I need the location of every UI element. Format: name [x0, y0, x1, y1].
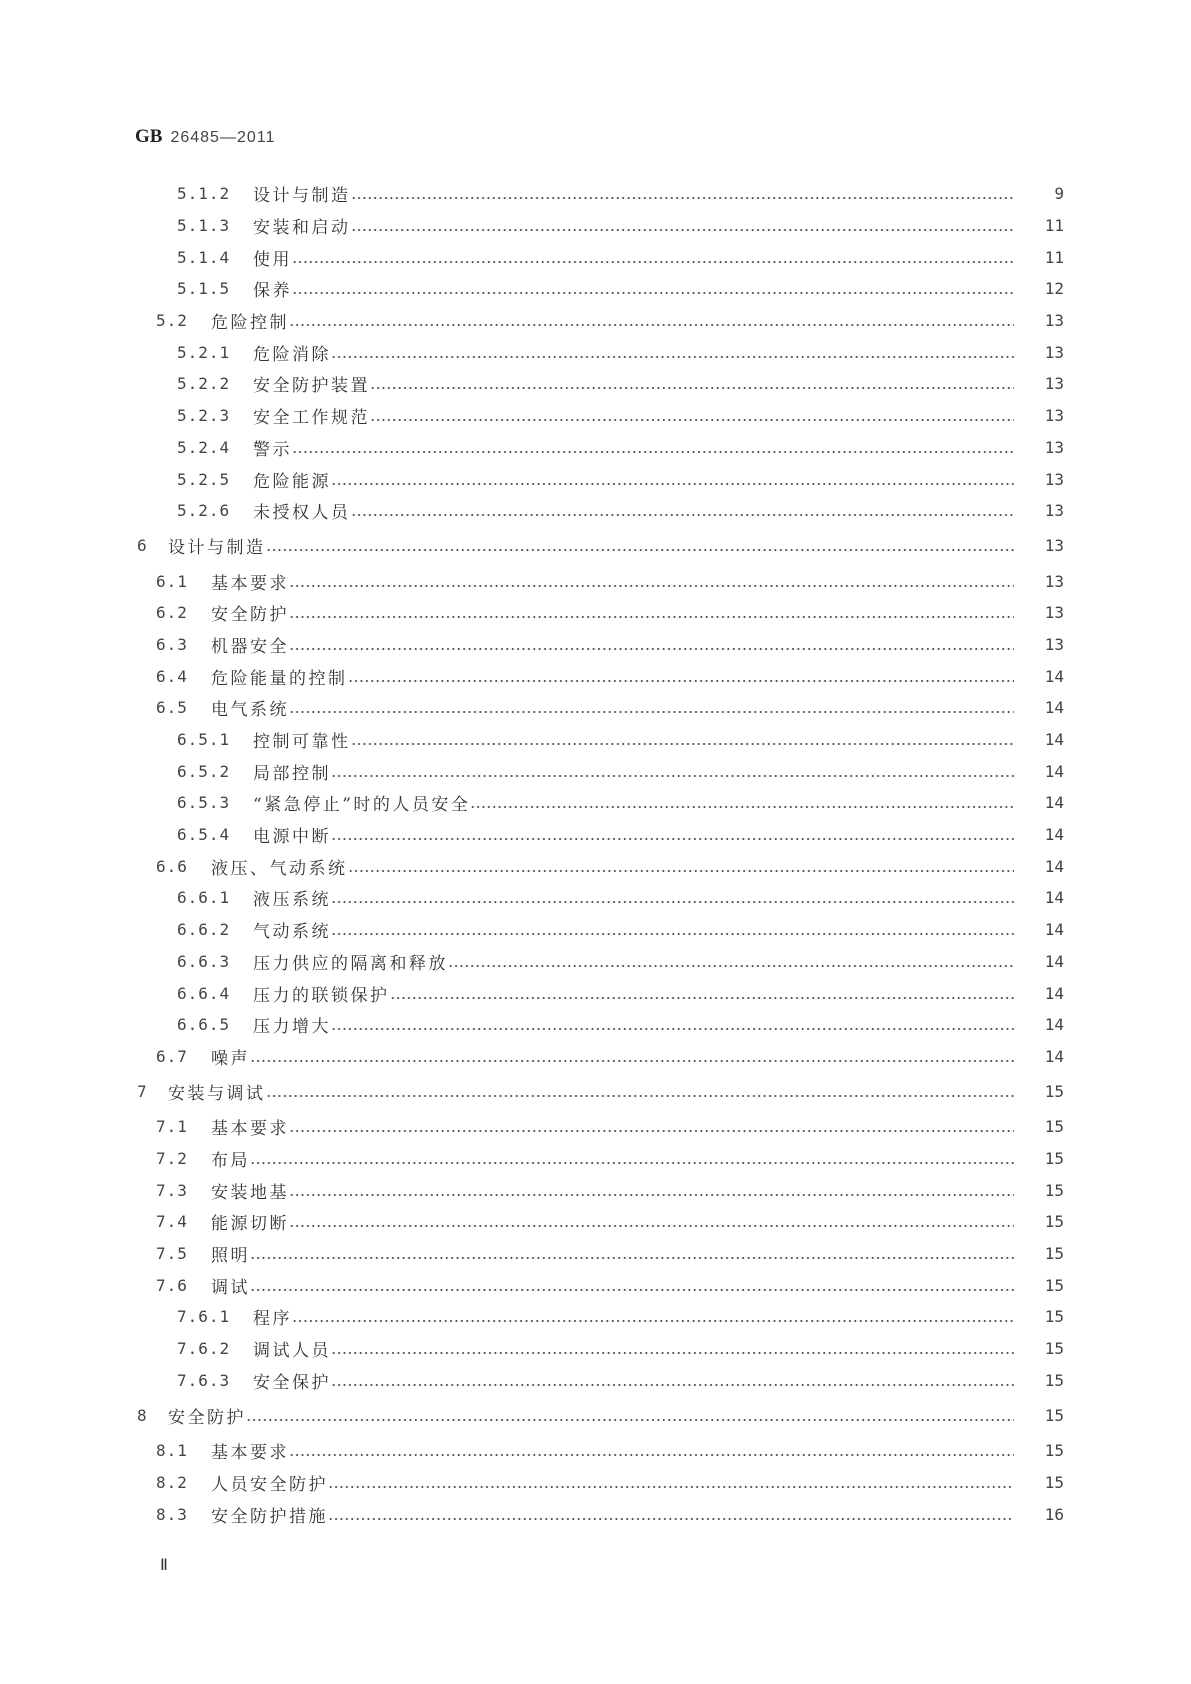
toc-entry[interactable] — [0, 305, 1191, 337]
toc-entry-title: 警示 — [253, 439, 292, 460]
toc-entry[interactable] — [0, 1467, 1191, 1499]
toc-entry-number: 5.1.3 — [177, 216, 231, 236]
dot-leader — [250, 1048, 1014, 1065]
toc-entry[interactable] — [0, 463, 1191, 495]
dot-leader — [289, 1182, 1014, 1199]
toc-entry-number: 5.2.3 — [177, 406, 231, 426]
toc-entry-title: 液压系统 — [253, 890, 331, 911]
toc-entry-page: 15 — [1044, 1307, 1064, 1327]
toc-entry-title: 调试人员 — [253, 1341, 331, 1362]
toc-entry-page: 14 — [1044, 1046, 1064, 1066]
toc-entry-number: 7 — [137, 1082, 148, 1102]
toc-entry-number: 5.2.6 — [177, 501, 231, 521]
toc-entry-title: 压力增大 — [253, 1017, 331, 1038]
toc-entry-page: 14 — [1044, 825, 1064, 845]
toc-entry-number: 5.2.5 — [177, 469, 231, 489]
toc-entry[interactable] — [0, 946, 1191, 978]
toc-entry[interactable] — [0, 530, 1191, 562]
dot-leader — [246, 1407, 1014, 1424]
dot-leader — [266, 1083, 1015, 1100]
dot-leader — [289, 573, 1014, 590]
toc-entry-title: 设计与制造 — [168, 538, 266, 559]
dot-leader — [292, 439, 1014, 456]
dot-leader — [351, 217, 1015, 234]
dot-leader — [370, 407, 1014, 424]
toc-entry-page: 15 — [1044, 1180, 1064, 1200]
toc-entry-title: 安全工作规范 — [253, 408, 370, 429]
dot-leader — [331, 1340, 1014, 1357]
dot-leader — [331, 1372, 1014, 1389]
toc-entry-number: 6.1 — [156, 571, 188, 591]
toc-entry-title: 安全保护 — [253, 1372, 331, 1393]
dot-leader — [289, 1118, 1014, 1135]
toc-entry[interactable] — [0, 914, 1191, 946]
toc-entry-number: 6.5.1 — [177, 730, 231, 750]
toc-entry-title: 噪声 — [211, 1048, 250, 1069]
toc-entry-page: 14 — [1044, 793, 1064, 813]
toc-entry-number: 8.1 — [156, 1441, 188, 1461]
toc-entry[interactable] — [0, 1400, 1191, 1432]
toc-entry-number: 6.6 — [156, 856, 188, 876]
toc-entry[interactable] — [0, 336, 1191, 368]
toc-entry-page: 11 — [1044, 216, 1064, 236]
toc-entry-page: 14 — [1044, 951, 1064, 971]
dot-leader — [250, 1277, 1014, 1294]
dot-leader — [448, 953, 1014, 970]
dot-leader — [289, 699, 1014, 716]
document-header — [135, 126, 275, 148]
toc-entry-page: 15 — [1044, 1339, 1064, 1359]
toc-entry[interactable] — [0, 1076, 1191, 1108]
toc-entry[interactable] — [0, 1301, 1191, 1333]
toc-entry-page: 16 — [1044, 1504, 1064, 1524]
toc-entry-title: 控制可靠性 — [253, 732, 351, 753]
toc-entry[interactable] — [0, 495, 1191, 527]
dot-leader — [348, 858, 1015, 875]
toc-entry-number: 7.6.2 — [177, 1339, 231, 1359]
toc-entry-page: 15 — [1044, 1082, 1064, 1102]
toc-entry-number: 6 — [137, 536, 148, 556]
toc-entry[interactable] — [0, 755, 1191, 787]
dot-leader — [348, 668, 1015, 685]
toc-entry-title: 危险控制 — [211, 313, 289, 334]
toc-entry-page: 15 — [1044, 1472, 1064, 1492]
toc-entry-title: 保养 — [253, 281, 292, 302]
toc-entry-title: 危险消除 — [253, 344, 331, 365]
toc-entry-number: 6.5.3 — [177, 793, 231, 813]
page-number-footer: Ⅱ — [160, 1557, 168, 1574]
toc-entry-page: 13 — [1044, 536, 1064, 556]
dot-leader — [331, 344, 1014, 361]
toc-entry-page: 13 — [1044, 311, 1064, 331]
toc-entry-page: 12 — [1044, 279, 1064, 299]
dot-leader — [331, 763, 1014, 780]
toc-entry-page: 13 — [1044, 501, 1064, 521]
toc-entry-title: 安全防护装置 — [253, 376, 370, 397]
toc-entry[interactable] — [0, 629, 1191, 661]
toc-entry-title: 气动系统 — [253, 922, 331, 943]
toc-entry-page: 14 — [1044, 888, 1064, 908]
toc-entry-page: 11 — [1044, 247, 1064, 267]
toc-entry-title: 能源切断 — [211, 1214, 289, 1235]
dot-leader — [289, 636, 1014, 653]
toc-entry-number: 6.5.4 — [177, 825, 231, 845]
toc-entry-page: 14 — [1044, 666, 1064, 686]
toc-entry-title: 安全防护 — [168, 1407, 246, 1428]
toc-entry[interactable] — [0, 210, 1191, 242]
dot-leader — [351, 502, 1015, 519]
toc-entry[interactable] — [0, 241, 1191, 273]
toc-entry-title: 压力供应的隔离和释放 — [253, 953, 448, 974]
dot-leader — [292, 249, 1014, 266]
toc-entry-number: 5.1.5 — [177, 279, 231, 299]
toc-entry-number: 6.5 — [156, 698, 188, 718]
toc-entry-title: 危险能源 — [253, 471, 331, 492]
toc-entry-title: 使用 — [253, 249, 292, 270]
dot-leader — [328, 1506, 1014, 1523]
toc-entry-title: 安装地基 — [211, 1182, 289, 1203]
toc-entry-number: 7.4 — [156, 1212, 188, 1232]
dot-leader — [331, 889, 1014, 906]
dot-leader — [289, 1442, 1014, 1459]
toc-entry[interactable] — [0, 787, 1191, 819]
toc-entry-number: 7.2 — [156, 1148, 188, 1168]
toc-entry-page: 14 — [1044, 698, 1064, 718]
toc-entry-title: 基本要求 — [211, 1119, 289, 1140]
toc-entry-number: 6.7 — [156, 1046, 188, 1066]
toc-entry-title: 电源中断 — [253, 827, 331, 848]
toc-entry[interactable] — [0, 178, 1191, 210]
toc-entry-number: 6.5.2 — [177, 761, 231, 781]
toc-entry-page: 13 — [1044, 571, 1064, 591]
dot-leader — [390, 985, 1015, 1002]
toc-entry-page: 13 — [1044, 469, 1064, 489]
dot-leader — [351, 731, 1015, 748]
toc-entry-number: 7.3 — [156, 1180, 188, 1200]
toc-entry-page: 13 — [1044, 437, 1064, 457]
toc-entry-title: 安全防护 — [211, 605, 289, 626]
toc-entry[interactable] — [0, 273, 1191, 305]
toc-entry[interactable] — [0, 660, 1191, 692]
toc-entry-title: “紧急停止”时的人员安全 — [253, 795, 471, 816]
toc-entry-page: 15 — [1044, 1148, 1064, 1168]
toc-entry[interactable] — [0, 977, 1191, 1009]
toc-entry-title: 调试 — [211, 1277, 250, 1298]
toc-entry-number: 8 — [137, 1405, 148, 1425]
dot-leader — [328, 1474, 1014, 1491]
toc-entry-page: 13 — [1044, 342, 1064, 362]
toc-entry-number: 7.6 — [156, 1275, 188, 1295]
toc-entry-page: 13 — [1044, 406, 1064, 426]
dot-leader — [292, 1308, 1014, 1325]
toc-entry-number: 5.2.2 — [177, 374, 231, 394]
toc-entry-number: 8.3 — [156, 1504, 188, 1524]
toc-entry-number: 5.1.4 — [177, 247, 231, 267]
toc-entry[interactable] — [0, 432, 1191, 464]
toc-entry-page: 14 — [1044, 761, 1064, 781]
toc-entry-number: 8.2 — [156, 1472, 188, 1492]
dot-leader — [250, 1245, 1014, 1262]
toc-entry[interactable] — [0, 565, 1191, 597]
toc-entry-title: 局部控制 — [253, 763, 331, 784]
toc-entry-page: 15 — [1044, 1441, 1064, 1461]
toc-entry-title: 基本要求 — [211, 1443, 289, 1464]
toc-entry-page: 15 — [1044, 1244, 1064, 1264]
toc-entry[interactable] — [0, 1009, 1191, 1041]
toc-entry-page: 15 — [1044, 1370, 1064, 1390]
toc-entry-number: 6.6.4 — [177, 983, 231, 1003]
toc-entry-number: 5.2.1 — [177, 342, 231, 362]
toc-entry[interactable] — [0, 1269, 1191, 1301]
toc-entry-page: 14 — [1044, 1015, 1064, 1035]
toc-entry-title: 安全防护措施 — [211, 1506, 328, 1527]
toc-entry-page: 15 — [1044, 1275, 1064, 1295]
toc-entry-page: 13 — [1044, 603, 1064, 623]
dot-leader — [331, 826, 1014, 843]
toc-entry-title: 程序 — [253, 1309, 292, 1330]
toc-entry[interactable] — [0, 1364, 1191, 1396]
toc-entry-title: 设计与制造 — [253, 186, 351, 207]
toc-entry[interactable] — [0, 882, 1191, 914]
toc-entry-title: 安装与调试 — [168, 1084, 266, 1105]
toc-entry-number: 5.2.4 — [177, 437, 231, 457]
toc-entry-title: 危险能量的控制 — [211, 668, 348, 689]
dot-leader — [331, 471, 1014, 488]
toc-entry-title: 液压、气动系统 — [211, 858, 348, 879]
toc-entry[interactable] — [0, 724, 1191, 756]
toc-entry[interactable] — [0, 819, 1191, 851]
toc-entry-number: 7.6.3 — [177, 1370, 231, 1390]
toc-entry-title: 安装和启动 — [253, 218, 351, 239]
toc-entry-number: 6.6.5 — [177, 1015, 231, 1035]
toc-entry-title: 照明 — [211, 1246, 250, 1267]
toc-entry-page: 15 — [1044, 1212, 1064, 1232]
toc-entry-page: 14 — [1044, 730, 1064, 750]
toc-entry-title: 布局 — [211, 1150, 250, 1171]
dot-leader — [292, 280, 1014, 297]
toc-entry-page: 14 — [1044, 920, 1064, 940]
toc-entry-title: 人员安全防护 — [211, 1474, 328, 1495]
toc-entry-number: 5.1.2 — [177, 184, 231, 204]
toc-entry-page: 13 — [1044, 374, 1064, 394]
dot-leader — [289, 1213, 1014, 1230]
dot-leader — [370, 375, 1014, 392]
dot-leader — [289, 604, 1014, 621]
table-of-contents — [0, 178, 1191, 1530]
standard-number: 26485—2011 — [170, 129, 276, 146]
toc-entry[interactable] — [0, 400, 1191, 432]
toc-entry-page: 14 — [1044, 856, 1064, 876]
toc-entry-title: 电气系统 — [211, 700, 289, 721]
toc-entry-number: 6.3 — [156, 634, 188, 654]
toc-entry-number: 7.6.1 — [177, 1307, 231, 1327]
toc-entry-number: 6.6.3 — [177, 951, 231, 971]
toc-entry[interactable] — [0, 1041, 1191, 1073]
toc-entry[interactable] — [0, 597, 1191, 629]
toc-entry[interactable] — [0, 1498, 1191, 1530]
toc-entry-page: 13 — [1044, 634, 1064, 654]
standard-prefix: GB — [135, 126, 163, 147]
toc-entry[interactable] — [0, 1333, 1191, 1365]
dot-leader — [470, 794, 1014, 811]
dot-leader — [331, 1016, 1014, 1033]
toc-entry-number: 6.6.1 — [177, 888, 231, 908]
toc-entry-page: 14 — [1044, 983, 1064, 1003]
toc-entry[interactable] — [0, 692, 1191, 724]
toc-entry[interactable] — [0, 368, 1191, 400]
toc-entry-number: 7.1 — [156, 1117, 188, 1137]
toc-entry-title: 机器安全 — [211, 636, 289, 657]
toc-entry-title: 基本要求 — [211, 573, 289, 594]
toc-entry-number: 5.2 — [156, 311, 188, 331]
toc-entry-title: 压力的联锁保护 — [253, 985, 390, 1006]
dot-leader — [331, 921, 1014, 938]
toc-entry[interactable] — [0, 1174, 1191, 1206]
toc-entry-number: 7.5 — [156, 1244, 188, 1264]
toc-entry[interactable] — [0, 1143, 1191, 1175]
dot-leader — [289, 312, 1014, 329]
toc-entry-number: 6.2 — [156, 603, 188, 623]
toc-entry-page: 9 — [1054, 184, 1064, 204]
toc-entry[interactable] — [0, 850, 1191, 882]
toc-entry[interactable] — [0, 1206, 1191, 1238]
toc-entry-number: 6.6.2 — [177, 920, 231, 940]
toc-entry[interactable] — [0, 1238, 1191, 1270]
dot-leader — [266, 537, 1015, 554]
toc-entry-title: 未授权人员 — [253, 503, 351, 524]
toc-entry-number: 6.4 — [156, 666, 188, 686]
toc-entry[interactable] — [0, 1435, 1191, 1467]
toc-entry[interactable] — [0, 1111, 1191, 1143]
toc-entry-page: 15 — [1044, 1405, 1064, 1425]
toc-entry-page: 15 — [1044, 1117, 1064, 1137]
dot-leader — [250, 1150, 1014, 1167]
dot-leader — [351, 185, 1015, 202]
